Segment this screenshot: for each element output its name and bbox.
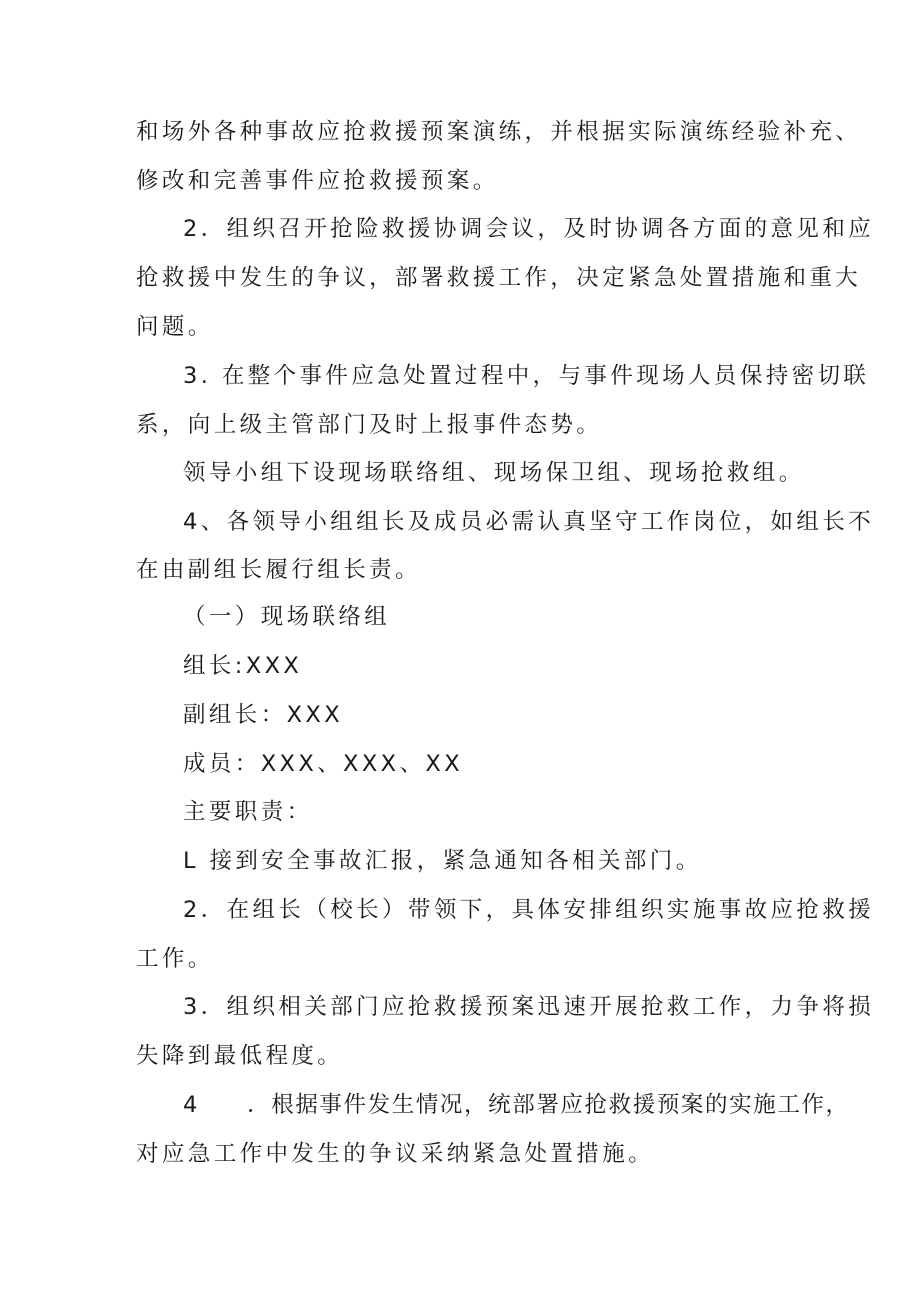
paragraph-line: 工作。 <box>136 946 214 972</box>
paragraph-line: 对应急工作中发生的争议采纳紧急处置措施。 <box>136 1141 655 1167</box>
paragraph-line: 领导小组下设现场联络组、现场保卫组、现场抢救组。 <box>183 460 805 486</box>
paragraph-line: 和场外各种事故应抢救援预案演练，并根据实际演练经验补充、 <box>136 119 862 145</box>
duty-item: 2．在组长（校长）带领下，具体安排组织实施事故应抢救援 <box>183 897 875 923</box>
team-leader: 组长:XXX <box>183 653 303 679</box>
section-heading: （一）现场联络组 <box>183 604 391 630</box>
paragraph-line: 在由副组长履行组长责。 <box>136 557 421 583</box>
paragraph-line: 4、各领导小组组长及成员必需认真坚守工作岗位，如组长不 <box>183 509 875 535</box>
paragraph-line: 失降到最低程度。 <box>136 1043 344 1069</box>
duty-item: L 接到安全事故汇报，紧急通知各相关部门。 <box>183 848 702 874</box>
paragraph-line: 问题。 <box>136 314 214 340</box>
paragraph-line: 修改和完善事件应抢救援预案。 <box>136 168 499 194</box>
duties-heading: 主要职责： <box>183 799 313 825</box>
team-members: 成员：XXX、XXX、XX <box>183 751 464 777</box>
paragraph-line: 系，向上级主管部门及时上报事件态势。 <box>136 412 603 438</box>
duty-item: 4 ．根据事件发生情况，统部署应抢救援预案的实施工作， <box>183 1092 850 1118</box>
paragraph-line: 3. 在整个事件应急处置过程中，与事件现场人员保持密切联 <box>183 363 870 389</box>
duty-item: 3．组织相关部门应抢救援预案迅速开展抢救工作，力争将损 <box>183 994 875 1020</box>
team-deputy-leader: 副组长：XXX <box>183 702 344 728</box>
paragraph-line: 抢救援中发生的争议，部署救援工作，决定紧急处置措施和重大 <box>136 265 862 291</box>
paragraph-line: 2．组织召开抢险救援协调会议，及时协调各方面的意见和应 <box>183 216 875 242</box>
